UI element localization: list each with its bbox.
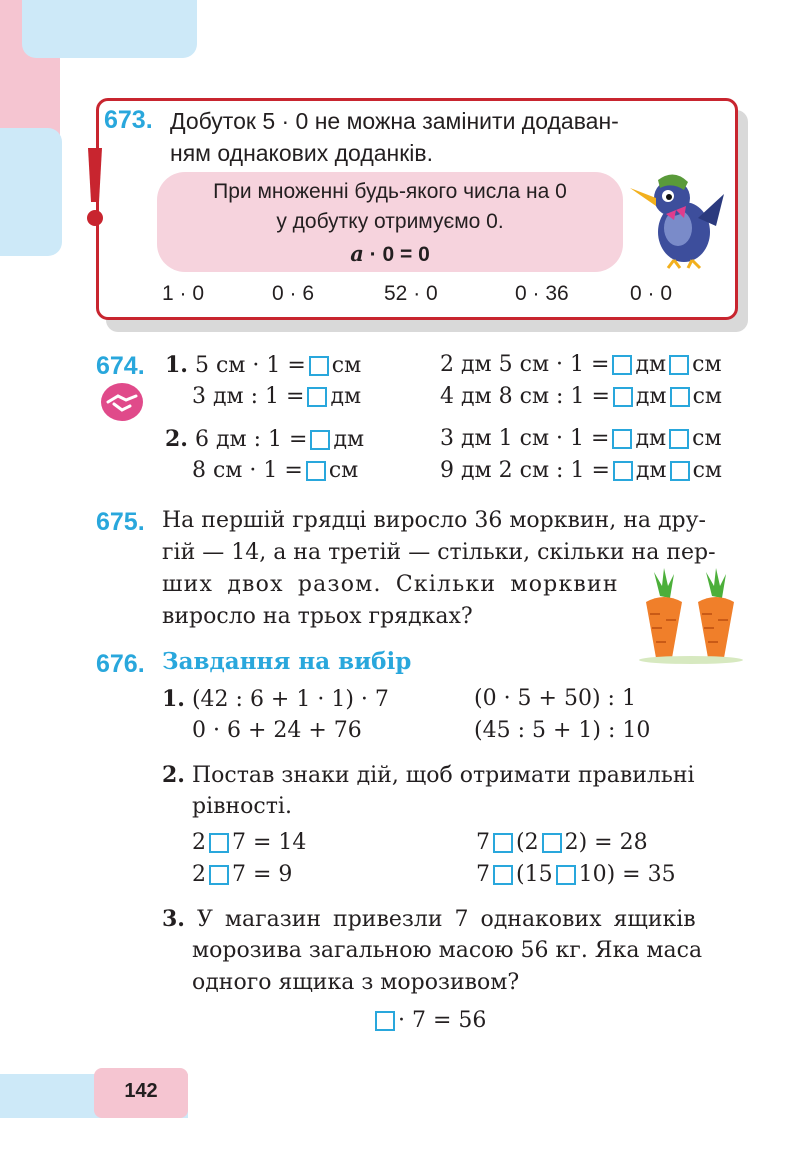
answer-box[interactable] — [613, 461, 633, 481]
ex676-p3-line1: 3. У магазин привезли 7 однакових ящиків — [162, 906, 696, 932]
answer-box[interactable] — [309, 356, 329, 376]
ex676-p2-line2: рівності. — [192, 794, 292, 819]
ex676-p3-equation: · 7 = 56 — [372, 1008, 486, 1033]
ex676-eq-d: 7 (15 10) = 35 — [476, 862, 676, 887]
answer-box[interactable] — [670, 461, 690, 481]
ex673-item-1: 1 · 0 — [162, 282, 205, 305]
answer-box[interactable] — [375, 1011, 395, 1031]
ex675-line2: гій — 14, а на третій — стільки, скільки на пер- — [162, 540, 716, 565]
ex673-item-2: 0 · 6 — [272, 282, 315, 305]
carrot-illustration — [636, 568, 746, 664]
ex674-r1-left: 1. 5 см · 1 = см — [165, 352, 362, 378]
ex675-line1: На першій грядці виросло 36 морквин, на дру- — [162, 508, 706, 533]
ex673-line1: Добуток 5 · 0 не можна замінити додаван- — [170, 108, 619, 134]
ex676-eq-b: 7 (2 2) = 28 — [476, 830, 648, 855]
bird-illustration — [628, 170, 728, 270]
answer-box[interactable] — [612, 355, 632, 375]
ex674-r4-left: 8 см · 1 = см — [192, 458, 359, 483]
handshake-icon — [100, 382, 144, 422]
top-tab-blue — [22, 0, 197, 58]
answer-box[interactable] — [310, 430, 330, 450]
ex673-item-4: 0 · 36 — [515, 282, 569, 305]
ex676-eq-a: 2 7 = 14 — [192, 830, 307, 855]
ex674-r1-right: 2 дм 5 см · 1 = дм см — [440, 352, 722, 377]
ex676-p3-line3: одного ящика з морозивом? — [192, 970, 520, 995]
ex673-item-3: 52 · 0 — [384, 282, 438, 305]
page-number: 142 — [94, 1068, 188, 1118]
ex673-number: 673. — [104, 106, 153, 134]
answer-box[interactable] — [669, 429, 689, 449]
sign-box[interactable] — [556, 865, 576, 885]
rule-formula: a · 0 = 0 — [350, 241, 430, 266]
ex675-line3: ших двох разом. Скільки морквин — [162, 572, 619, 597]
rule-line2: у добутку отримуємо 0. — [276, 210, 504, 233]
ex676-title: Завдання на вибір — [162, 648, 412, 675]
sign-box[interactable] — [209, 865, 229, 885]
ex674-r2-right: 4 дм 8 см : 1 = дм см — [440, 384, 722, 409]
ex676-p2-line1: 2. Постав знаки дій, щоб отримати правильні — [162, 762, 695, 788]
ex676-p3-line2: морозива загальною масою 56 кг. Яка маса — [192, 938, 703, 963]
answer-box[interactable] — [306, 461, 326, 481]
ex674-r3-right: 3 дм 1 см · 1 = дм см — [440, 426, 722, 451]
ex675-line4: виросло на трьох грядках? — [162, 604, 473, 629]
ex676-eq-c: 2 7 = 9 — [192, 862, 293, 887]
answer-box[interactable] — [669, 355, 689, 375]
ex674-r2-left: 3 дм : 1 = дм — [192, 384, 362, 409]
answer-box[interactable] — [613, 387, 633, 407]
sign-box[interactable] — [493, 865, 513, 885]
answer-box[interactable] — [307, 387, 327, 407]
ex676-p1-a: 1. (42 : 6 + 1 · 1) · 7 — [162, 686, 389, 712]
ex674-number: 674. — [96, 352, 145, 380]
ex676-p1-c: 0 · 6 + 24 + 76 — [192, 718, 362, 743]
exclamation-icon — [84, 148, 106, 228]
ex676-p1-d: (45 : 5 + 1) : 10 — [474, 718, 651, 743]
sign-box[interactable] — [209, 833, 229, 853]
ex674-r3-left: 2. 6 дм : 1 = дм — [165, 426, 365, 452]
formula-variable: a — [350, 241, 364, 266]
answer-box[interactable] — [670, 387, 690, 407]
sign-box[interactable] — [493, 833, 513, 853]
answer-box[interactable] — [612, 429, 632, 449]
ex676-number: 676. — [96, 650, 145, 678]
rule-line1: При множенні будь-якого числа на 0 — [213, 180, 567, 203]
ex676-p1-b: (0 · 5 + 50) : 1 — [474, 686, 636, 711]
ex673-item-5: 0 · 0 — [630, 282, 673, 305]
ex673-line2: ням однакових доданків. — [170, 140, 434, 166]
sign-box[interactable] — [542, 833, 562, 853]
ex675-number: 675. — [96, 508, 145, 536]
ex674-r4-right: 9 дм 2 см : 1 = дм см — [440, 458, 722, 483]
side-tab-blue — [0, 128, 62, 256]
